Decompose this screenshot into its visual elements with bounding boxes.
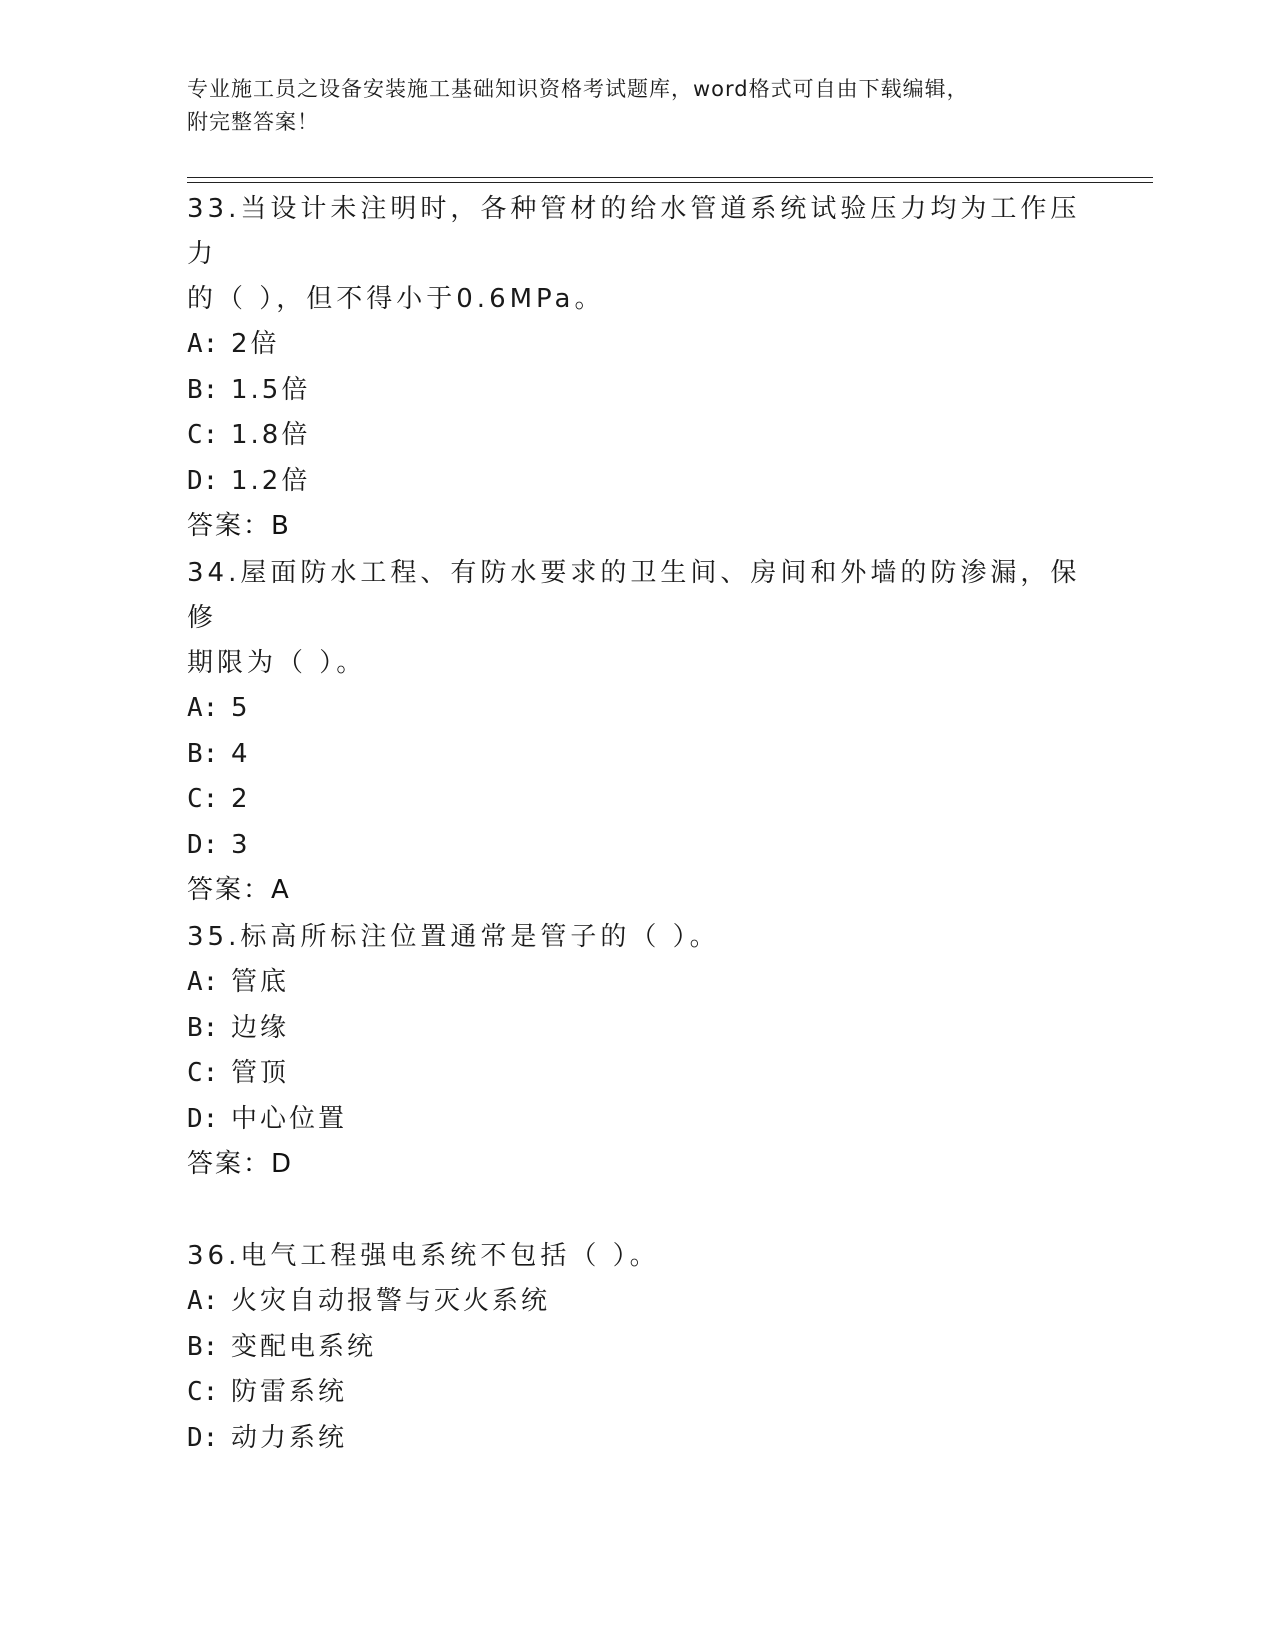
- option-text: 2: [231, 784, 251, 814]
- header-line-2: 附完整答案！: [187, 110, 319, 134]
- question-stem-line: 35.标高所标注位置通常是管子的（ ）。: [187, 922, 720, 952]
- question-35: [187, 915, 1087, 1187]
- question-stem-line: 的（ ），但不得小于0.6MPa。: [187, 284, 605, 314]
- answer-label: 答案：A: [187, 875, 291, 905]
- question-stem: [187, 187, 1087, 322]
- option-text: 动力系统: [231, 1422, 348, 1453]
- option-text: 1.5倍: [231, 374, 311, 405]
- option-text: 中心位置: [231, 1103, 348, 1134]
- document-header: [187, 73, 1067, 139]
- question-stem: [187, 915, 1087, 960]
- option-text: 管顶: [231, 1058, 290, 1088]
- question-stem: [187, 1234, 1087, 1279]
- option-a: [187, 1279, 1087, 1325]
- option-letter: D:: [187, 1422, 219, 1453]
- option-a: [187, 960, 1087, 1006]
- option-letter: D:: [187, 465, 219, 496]
- option-b: [187, 1006, 1087, 1052]
- option-c: [187, 777, 1087, 823]
- option-d: [187, 1416, 1087, 1462]
- option-c: [187, 1370, 1087, 1416]
- option-letter: B:: [187, 374, 219, 405]
- question-36: [187, 1234, 1087, 1461]
- option-a: [187, 686, 1087, 732]
- option-b: [187, 732, 1087, 778]
- option-b: [187, 1325, 1087, 1371]
- header-divider-bottom: [187, 182, 1153, 183]
- option-text: 3: [231, 829, 251, 860]
- header-line-1: 专业施工员之设备安装施工基础知识资格考试题库，word格式可自由下载编辑，: [187, 77, 969, 101]
- option-text: 变配电系统: [231, 1331, 377, 1362]
- option-text: 1.2倍: [231, 465, 311, 496]
- option-text: 4: [231, 738, 251, 769]
- question-stem-line: 33.当设计未注明时，各种管材的给水管道系统试验压力均为工作压力: [187, 194, 1081, 269]
- option-text: 防雷系统: [231, 1377, 348, 1407]
- question-34: [187, 551, 1087, 913]
- option-letter: B:: [187, 1331, 219, 1362]
- option-letter: A:: [187, 1286, 219, 1316]
- option-letter: B:: [187, 738, 219, 769]
- option-letter: C:: [187, 1058, 219, 1088]
- option-d: [187, 1097, 1087, 1143]
- option-letter: C:: [187, 420, 219, 450]
- option-letter: C:: [187, 1377, 219, 1407]
- option-letter: A:: [187, 967, 219, 997]
- option-d: [187, 459, 1087, 505]
- option-letter: D:: [187, 1103, 219, 1134]
- option-c: [187, 1051, 1087, 1097]
- option-letter: A:: [187, 693, 219, 723]
- option-text: 2倍: [231, 329, 280, 359]
- option-text: 边缘: [231, 1012, 290, 1043]
- option-letter: D:: [187, 829, 219, 860]
- question-stem-line: 34.屋面防水工程、有防水要求的卫生间、房间和外墙的防渗漏，保修: [187, 558, 1081, 633]
- answer-label: 答案：B: [187, 511, 291, 541]
- option-c: [187, 413, 1087, 459]
- option-b: [187, 368, 1087, 414]
- question-stem-line: 36.电气工程强电系统不包括（ ）。: [187, 1241, 660, 1271]
- option-text: 管底: [231, 967, 290, 997]
- option-letter: A:: [187, 329, 219, 359]
- question-stem-line: 期限为（ ）。: [187, 648, 367, 678]
- option-text: 5: [231, 693, 251, 723]
- option-text: 1.8倍: [231, 420, 311, 450]
- option-letter: C:: [187, 784, 219, 814]
- option-text: 火灾自动报警与灭火系统: [231, 1286, 551, 1316]
- question-33: [187, 187, 1087, 549]
- option-letter: B:: [187, 1012, 219, 1043]
- option-d: [187, 823, 1087, 869]
- answer-label: 答案：D: [187, 1149, 294, 1179]
- question-stem: [187, 551, 1087, 686]
- header-divider-top: [187, 177, 1153, 178]
- option-a: [187, 322, 1087, 368]
